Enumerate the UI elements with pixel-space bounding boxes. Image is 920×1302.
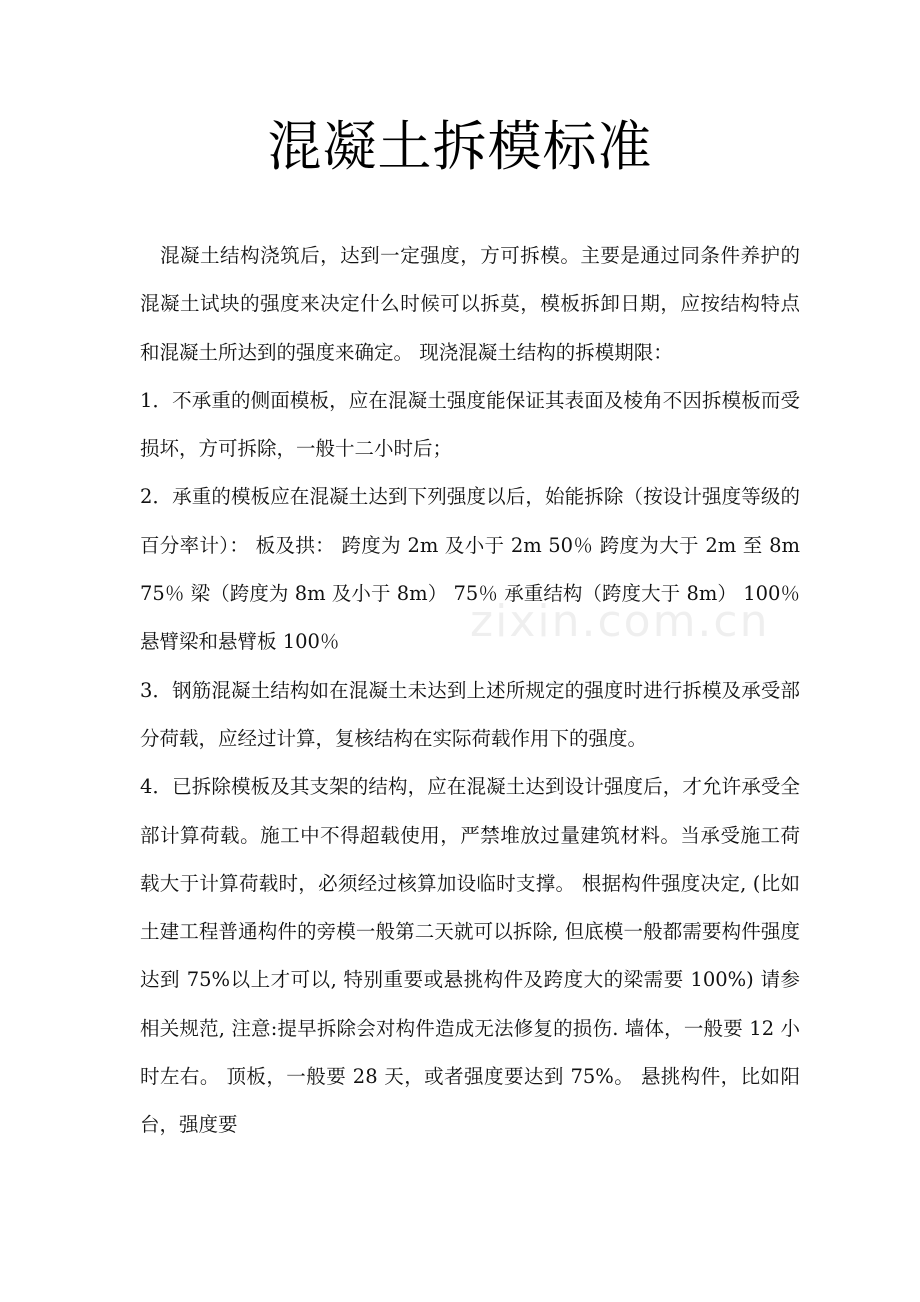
document-body xyxy=(140,232,800,1150)
paragraph-item-3: 3．钢筋混凝土结构如在混凝土未达到上述所规定的强度时进行拆模及承受部分荷载，应经过计算，复核结构在实际荷载作用下的强度。 xyxy=(140,678,800,750)
document-title: 混凝土拆模标准 xyxy=(267,115,653,178)
paragraph-item-2: 2．承重的模板应在混凝土达到下列强度以后，始能拆除（按设计强度等级的百分率计）： 板及拱： 跨度为 2m 及小于 2m 50％ 跨度为大于 2m 至 8m 75％ 梁（跨度为 8m 及小于 8m） 75％ 承重结构（跨度大于 8m） 100％ 悬臂梁和悬臂板 100％ xyxy=(140,485,800,654)
paragraph-intro: 混凝土结构浇筑后，达到一定强度，方可拆模。主要是通过同条件养护的混凝土试块的强度来决定什么时候可以拆莫，模板拆卸日期，应按结构特点和混凝土所达到的强度来确定。 现浇混凝土结构的拆模期限： xyxy=(140,244,800,364)
paragraph-item-1: 1．不承重的侧面模板，应在混凝土强度能保证其表面及棱角不因拆模板而受损坏，方可拆除，一般十二小时后； xyxy=(140,388,800,461)
watermark: zixin.com.cn xyxy=(470,596,770,647)
paragraph-item-4: 4．已拆除模板及其支架的结构，应在混凝土达到设计强度后，才允许承受全部计算荷载。施工中不得超载使用，严禁堆放过量建筑材料。当承受施工荷载大于计算荷载时，必须经过核算加设临时支撑。 根据构件强度决定, (比如土建工程普通构件的旁模一般第二天就可以拆除, 但底模一般都需要构件强度达到 75%以上才可以, 特别重要或悬挑构件及跨度大的梁需要 100%) 请参相关规范, 注意:提早拆除会对构件造成无法修复的损伤. 墙体，一般要 12 小时左右。 顶板，一般要 28 天，或者强度要达到 75%。 悬挑构件，比如阳台，强度要 xyxy=(140,775,800,1137)
